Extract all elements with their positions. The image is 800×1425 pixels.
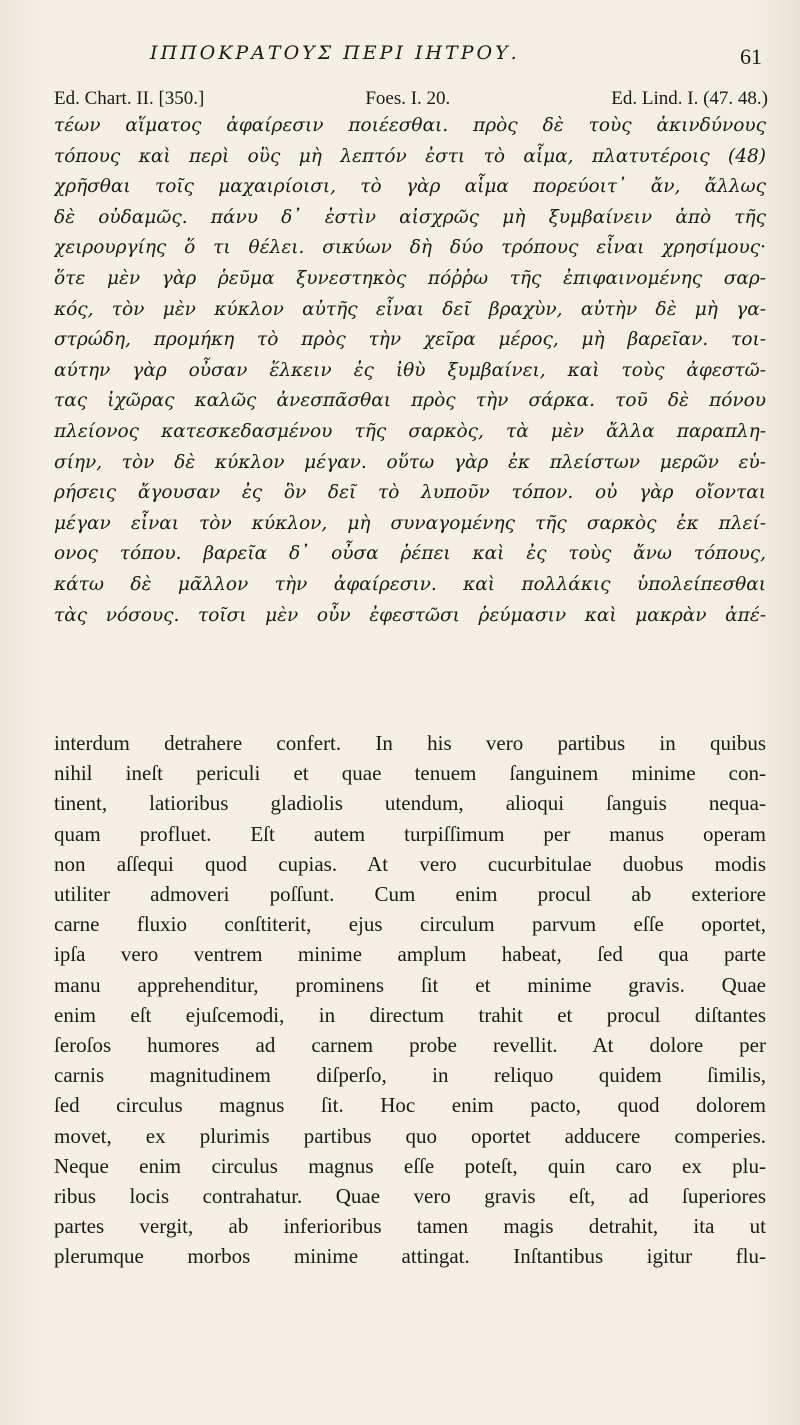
greek-line: δὲ οὐδαμῶς. πάνυ δ᾽ ἐστὶν αἰσχρῶς μὴ ξυμβαίνειν ἀπὸ τῆς <box>54 206 766 228</box>
latin-line: carnis magnitudinem diſperſo, in reliquo quidem ſimilis, <box>54 1063 766 1088</box>
latin-line: non aſſequi quod cupias. At vero cucurbitulae duobus modis <box>54 851 766 876</box>
latin-line: interdum detrahere confert. In his vero partibus in quibus <box>54 731 766 755</box>
latin-line: carne fluxio conſtiterit, ejus circulum parvum eſſe oportet, <box>54 912 766 937</box>
page-number: 61 <box>740 44 762 69</box>
edition-references <box>54 88 768 110</box>
latin-line: quam profluet. Eſt autem turpiſſimum per manus operam <box>54 821 766 846</box>
latin-line: partes vergit, ab inferioribus tamen magis detrahit, ita ut <box>54 1214 766 1239</box>
greek-text-block <box>54 111 766 631</box>
latin-line: manu apprehenditur, prominens ſit et minime gravis. Quae <box>54 972 766 997</box>
greek-line: ρήσεις ἄγουσαν ἐς ὃν δεῖ τὸ λυποῦν τόπον. οὐ γὰρ οἴονται <box>54 482 766 504</box>
greek-line: σίην, τὸν δὲ κύκλον μέγαν. οὕτω γὰρ ἐκ πλείστων μερῶν εὑ- <box>54 451 766 473</box>
greek-line: αύτην γὰρ οὖσαν ἕλκειν ἐς ἰθὺ ξυμβαίνει, καὶ τοὺς ἀφεστῶ- <box>54 359 766 381</box>
greek-line: χρῆσθαι τοῖς μαχαιρίοισι, τὸ γὰρ αἷμα πορεύοιτ᾽ ἄν, ἄλλως <box>54 176 766 198</box>
latin-line: movet, ex plurimis partibus quo oportet adducere comperies. <box>54 1123 766 1148</box>
greek-line: κός, τὸν μὲν κύκλον αὐτῆς εἶναι δεῖ βραχὺν, αὐτὴν δὲ μὴ γα- <box>54 298 766 320</box>
greek-line: στρώδη, προμήκη τὸ πρὸς τὴν χεῖρα μέρος, μὴ βαρεῖαν. τοι- <box>54 329 766 351</box>
greek-line: κάτω δὲ μᾶλλον τὴν ἀφαίρεσιν. καὶ πολλάκις ὑπολείπεσθαι <box>54 573 766 595</box>
latin-text-block <box>54 728 766 1272</box>
greek-line: μέγαν εἶναι τὸν κύκλον, μὴ συναγομένης τῆς σαρκὸς ἐκ πλεί- <box>54 512 766 534</box>
greek-line: τόπους καὶ περὶ οὓς μὴ λεπτόν ἐστι τὸ αἷμα, πλατυτέροις (48) <box>54 145 766 167</box>
running-title: ΙΠΠΟΚΡΑΤΟΥΣ ΠΕΡΙ ΙΗΤΡΟΥ. <box>150 42 520 64</box>
greek-line: ὅτε μὲν γὰρ ῥεῦμα ξυνεστηκὸς πόῤῥω τῆς ἐπιφαινομένης σαρ- <box>54 267 766 289</box>
edition-chartier: Ed. Chart. II. [350.] <box>54 88 205 109</box>
greek-line: ονος τόπου. βαρεῖα δ᾽ οὖσα ῥέπει καὶ ἐς τοὺς ἄνω τόπους, <box>54 543 766 565</box>
greek-line: πλείονος κατεσκεδασμένου τῆς σαρκὸς, τὰ μὲν ἄλλα παραπλη- <box>54 420 766 442</box>
latin-line: plerumque morbos minime attingat. Inſtantibus igitur flu- <box>54 1244 766 1269</box>
latin-line: nihil ineſt periculi et quae tenuem ſanguinem minime con- <box>54 761 766 786</box>
latin-line: ſeroſos humores ad carnem probe revellit. At dolore per <box>54 1033 766 1058</box>
latin-line: ſed circulus magnus ſit. Hoc enim pacto, quod dolorem <box>54 1093 766 1118</box>
latin-line: utiliter admoveri poſſunt. Cum enim procul ab exteriore <box>54 882 766 907</box>
latin-line: Neque enim circulus magnus eſſe poteſt, quin caro ex plu- <box>54 1153 766 1178</box>
latin-line: tinent, latioribus gladiolis utendum, alioqui ſanguis nequa- <box>54 791 766 816</box>
greek-line: χειρουργίης ὅ τι θέλει. σικύων δὴ δύο τρόπους εἶναι χρησίμους· <box>54 237 766 259</box>
edition-foesius: Foes. I. 20. <box>365 88 451 109</box>
latin-line: ribus locis contrahatur. Quae vero gravis eſt, ad ſuperiores <box>54 1184 766 1209</box>
latin-line: ipſa vero ventrem minime amplum habeat, ſed qua parte <box>54 942 766 967</box>
edition-linden: Ed. Lind. I. (47. 48.) <box>611 88 768 109</box>
latin-line: enim eſt ejuſcemodi, in directum trahit et procul diſtantes <box>54 1002 766 1027</box>
greek-line: τὰς νόσους. τοῖσι μὲν οὖν ἐφεστῶσι ῥεύμασιν καὶ μακρὰν ἀπέ- <box>54 604 766 626</box>
greek-line: τας ἰχῶρας καλῶς ἀνεσπᾶσθαι πρὸς τὴν σάρκα. τοῦ δὲ πόνου <box>54 390 766 412</box>
greek-line: τέων αἵματος ἀφαίρεσιν ποιέεσθαι. πρὸς δὲ τοὺς ἀκινδύνους <box>54 115 766 136</box>
